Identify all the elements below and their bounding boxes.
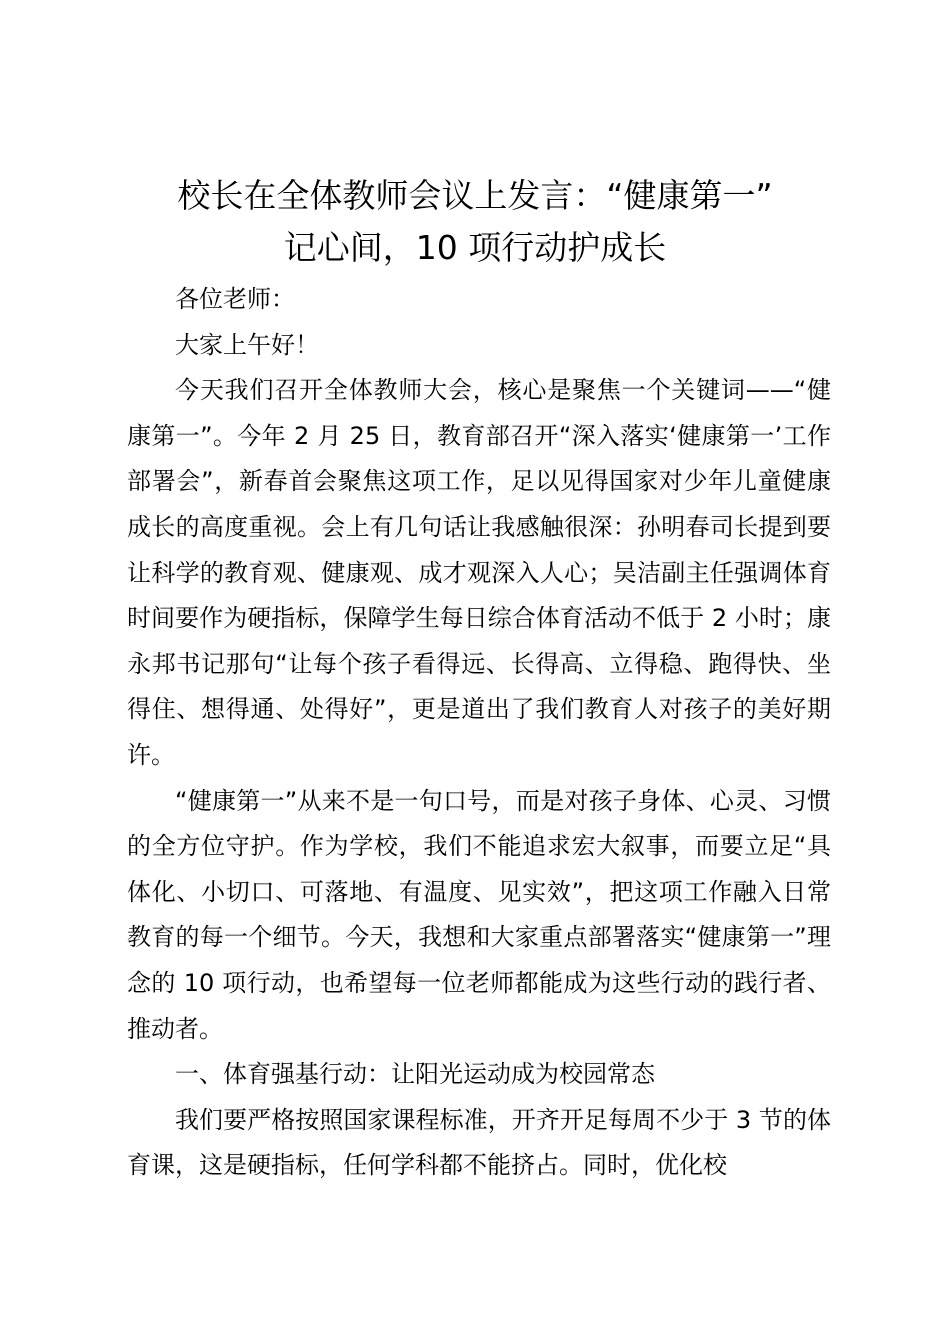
greeting: 大家上午好！ — [175, 330, 319, 359]
paragraph-section-1: 我们要严格按照国家课程标准，开齐开足每周不少于 3 节的体育课，这是硬指标，任何学科都不能挤占。同时，优化校 — [127, 1105, 831, 1180]
section-heading-1: 一、体育强基行动：让阳光运动成为校园常态 — [175, 1060, 655, 1089]
document-body — [127, 277, 831, 1189]
paragraph-intro: 今天我们召开全体教师大会，核心是聚焦一个关键词——“健康第一”。今年 2 月 25 日，教育部召开“深入落实‘健康第一’工作部署会”，新春首会聚焦这项工作，足以见得国家对少年儿童健康成长的高度重视。会上有几句话让我感触很深：孙明春司长提到要让科学的教育观、健康观、成才观深入人心；吴洁副主任强调体育时间要作为硬指标，保障学生每日综合体育活动不低于 2 小时；康永邦书记那句“让每个孩子看得远、长得高、立得稳、跑得快、坐得住、想得通、处得好”，更是道出了我们教育人对孩子的美好期许。 — [127, 376, 831, 769]
salutation: 各位老师： — [175, 285, 295, 313]
document-title-line-2: 记心间，10 项行动护成长 — [283, 228, 667, 267]
paragraph-purpose: “健康第一”从来不是一句口号，而是对孩子身体、心灵、习惯的全方位守护。作为学校，我们不能追求宏大叙事，而要立足“具体化、小切口、可落地、有温度、见实效”，把这项工作融入日常教育的每一个细节。今天，我想和大家重点部署落实“健康第一”理念的 10 项行动，也希望每一位老师都能成为这些行动的践行者、推动者。 — [127, 786, 831, 1043]
document-title-line-1: 校长在全体教师会议上发言：“健康第一” — [177, 176, 773, 215]
